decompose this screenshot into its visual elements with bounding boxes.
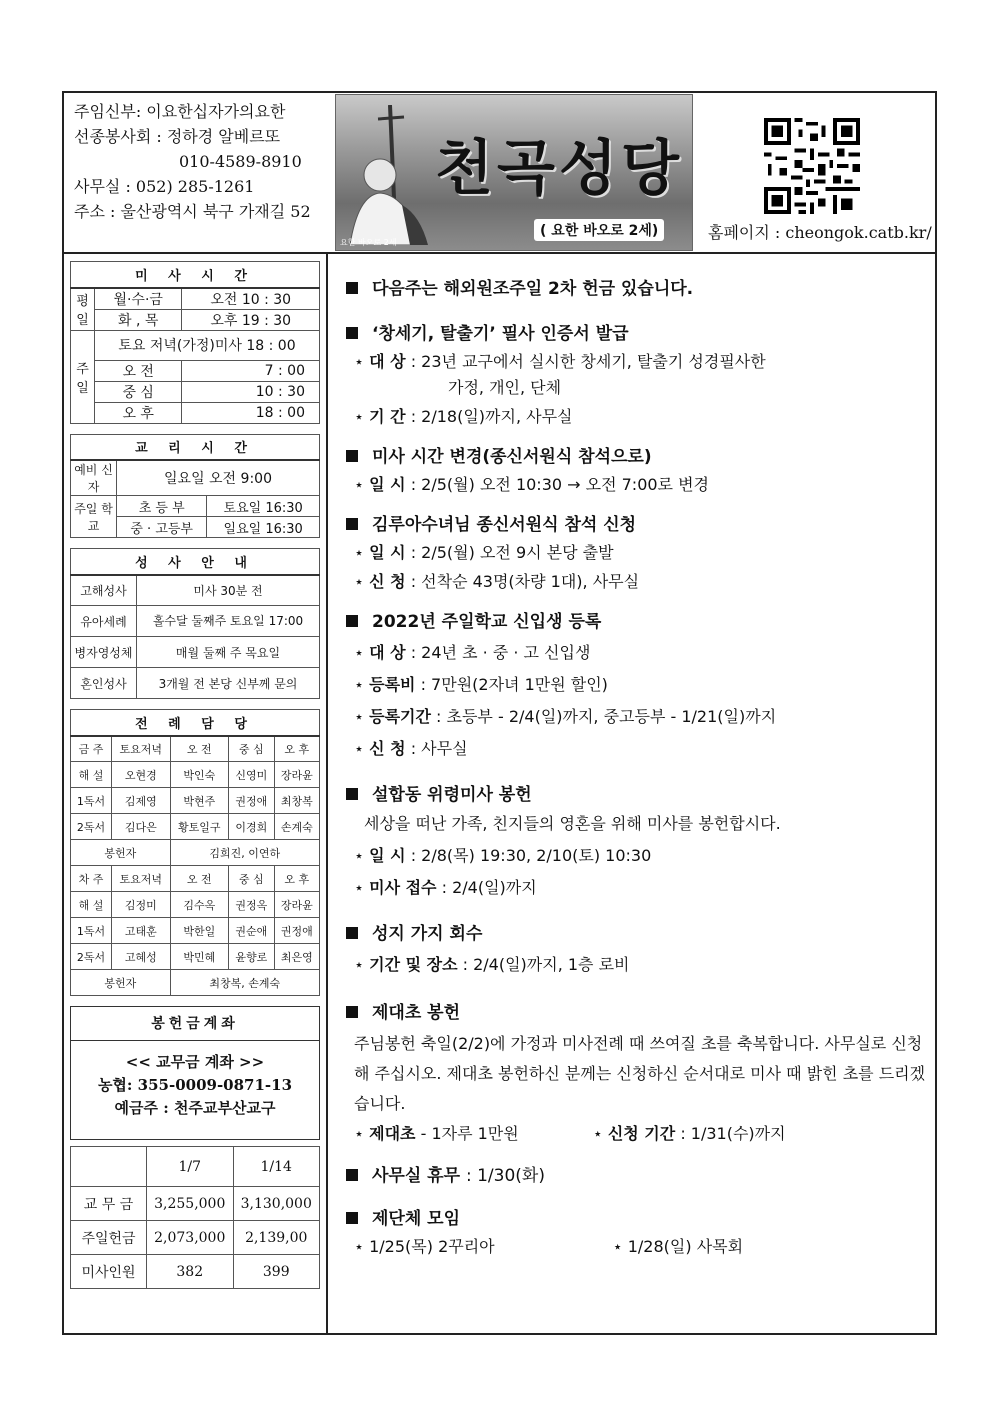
notice-title: 제단체 모임 — [346, 1204, 936, 1229]
liturgy-cell: 김제영 — [111, 788, 170, 814]
notice-line: ⋆ 1/25(목) 2꾸리아 ⋆ 1/28(일) 사목회 — [354, 1237, 744, 1256]
header — [64, 93, 935, 254]
square-bullet-icon — [346, 1212, 358, 1224]
liturgy-cell: 박인숙 — [170, 762, 229, 788]
header-info — [74, 99, 311, 224]
liturgy-cell: 권순애 — [229, 918, 274, 944]
liturgy-header-cell: 토요저녁 — [111, 736, 170, 762]
pope-figure-image — [344, 105, 436, 245]
notice-line: ⋆ 등록비 : 7만원(2자녀 1만원 할인) — [354, 675, 608, 694]
liturgy-cell: 최은영 — [274, 944, 319, 970]
notice-line: ⋆ 대 상 : 23년 교구에서 실시한 창세기, 탈출기 성경필사한 — [354, 352, 766, 371]
finance-value: 2,139,00 — [233, 1221, 320, 1255]
square-bullet-icon — [346, 927, 358, 939]
liturgy-cell: 권정애 — [274, 918, 319, 944]
liturgy-header-cell: 중 심 — [229, 866, 274, 892]
church-name: 천곡성당 — [435, 134, 683, 204]
sacrament-info: 매월 둘째 주 목요일 — [137, 637, 320, 668]
homepage-link[interactable]: 홈페이지 : cheongok.catb.kr/ — [708, 223, 932, 242]
offering-label: 봉헌자 — [71, 840, 171, 866]
liturgy-header-cell: 금 주 — [71, 736, 112, 762]
saturday-mass: 토요 저녁(가정)미사 18 : 00 — [95, 330, 320, 360]
catechumen-label: 예비 신자 — [71, 460, 117, 496]
weekday-days: 화 , 목 — [95, 309, 182, 330]
offering-names: 김희진, 이연하 — [170, 840, 319, 866]
sacraments-title: 성 사 안 내 — [71, 549, 320, 575]
notice-line: ⋆ 대 상 : 24년 초 · 중 · 고 신입생 — [354, 643, 591, 662]
school-time: 토요일 16:30 — [207, 496, 320, 517]
square-bullet-icon — [346, 282, 358, 294]
council: 선종봉사회 : 정하경 알베르또 — [74, 127, 281, 146]
finance-label: 주일헌금 — [71, 1221, 147, 1255]
weekday-days: 월·수·금 — [95, 288, 182, 310]
catechumen-time: 일요일 오전 9:00 — [117, 460, 320, 496]
priest: 주임신부: 이요한십자가의요한 — [74, 102, 286, 121]
school-dept: 초 등 부 — [117, 496, 207, 517]
notice-title: 다음주는 해외원조주일 2차 헌금 있습니다. — [346, 274, 936, 299]
finance-table — [70, 1146, 320, 1289]
notice-line: ⋆ 일 시 : 2/5(월) 오전 10:30 → 오전 7:00로 변경 — [354, 475, 710, 494]
sunday-time: 18 : 00 — [182, 402, 320, 423]
finance-value: 382 — [147, 1255, 234, 1289]
liturgy-cell: 김수옥 — [170, 892, 229, 918]
liturgy-header-cell: 중 심 — [229, 736, 274, 762]
liturgy-cell: 박한일 — [170, 918, 229, 944]
liturgy-cell: 권정옥 — [229, 892, 274, 918]
liturgy-header-cell: 오 후 — [274, 736, 319, 762]
liturgy-cell: 장라윤 — [274, 762, 319, 788]
notice-line: 가정, 개인, 단체 — [448, 378, 562, 397]
notice-line: ⋆ 제대초 - 1자루 1만원 ⋆ 신청 기간 : 1/31(수)까지 — [354, 1124, 786, 1143]
notice-line: ⋆ 신 청 : 사무실 — [354, 739, 468, 758]
liturgy-header-cell: 차 주 — [71, 866, 112, 892]
notice-title: 김루아수녀님 종신서원식 참석 신청 — [346, 510, 936, 535]
sacrament-name: 혼인성사 — [71, 668, 137, 699]
square-bullet-icon — [346, 327, 358, 339]
notice-line: ⋆ 등록기간 : 초등부 - 2/4(일)까지, 중고등부 - 1/21(일)까지 — [354, 707, 777, 726]
liturgy-table — [70, 709, 320, 996]
address: 주소 : 울산광역시 북구 가재길 52 — [74, 202, 311, 221]
liturgy-cell: 1독서 — [71, 788, 112, 814]
notice-title: ‘창세기, 탈출기’ 필사 인증서 발급 — [346, 319, 936, 344]
liturgy-header-cell: 오 후 — [274, 866, 319, 892]
mass-times-title: 미 사 시 간 — [71, 262, 320, 288]
finance-value: 3,130,000 — [233, 1187, 320, 1221]
liturgy-cell: 신영미 — [229, 762, 274, 788]
notice-title: 사무실 휴무 : 1/30(화) — [346, 1161, 936, 1186]
notice-line: ⋆ 신 청 : 선착순 43명(차량 1대), 사무실 — [354, 572, 640, 591]
liturgy-cell: 윤향로 — [229, 944, 274, 970]
left-column — [70, 261, 320, 1299]
liturgy-title: 전 례 담 당 — [71, 710, 320, 736]
church-banner — [335, 94, 693, 251]
notice-title: 미사 시간 변경(종신서원식 참석으로) — [346, 442, 936, 467]
notice-line: ⋆ 기간 및 장소 : 2/4(일)까지, 1층 로비 — [354, 955, 630, 974]
liturgy-cell: 이경희 — [229, 814, 274, 840]
sacrament-name: 고해성사 — [71, 575, 137, 606]
finance-date: 1/14 — [233, 1147, 320, 1187]
finance-date: 1/7 — [147, 1147, 234, 1187]
liturgy-cell: 권정애 — [229, 788, 274, 814]
office-phone: 사무실 : 052) 285-1261 — [74, 177, 255, 196]
liturgy-header-cell: 오 전 — [170, 866, 229, 892]
account-title: 봉헌금계좌 — [71, 1007, 319, 1041]
liturgy-cell: 오현경 — [111, 762, 170, 788]
sacrament-info: 홀수달 둘째주 토요일 17:00 — [137, 606, 320, 637]
sunday-time: 7 : 00 — [182, 360, 320, 381]
catechism-table — [70, 434, 320, 539]
liturgy-cell: 고혜성 — [111, 944, 170, 970]
notice-line: 세상을 떠난 가족, 친지들의 영혼을 위해 미사를 봉헌합시다. — [364, 814, 781, 833]
sacrament-name: 병자영성체 — [71, 637, 137, 668]
liturgy-cell: 장라윤 — [274, 892, 319, 918]
sunday-slot: 중 심 — [95, 381, 182, 402]
weekday-time: 오후 19 : 30 — [182, 309, 320, 330]
finance-corner — [71, 1147, 147, 1187]
liturgy-cell: 해 설 — [71, 892, 112, 918]
weekday-time: 오전 10 : 30 — [182, 288, 320, 310]
photo-caption: 요한 바오로 2세 — [340, 238, 397, 247]
sacraments-table — [70, 548, 320, 699]
offering-names: 최창복, 손계숙 — [170, 970, 319, 996]
notice-title: 2022년 주일학교 신입생 등록 — [346, 607, 936, 632]
liturgy-header-cell: 토요저녁 — [111, 866, 170, 892]
liturgy-header-cell: 오 전 — [170, 736, 229, 762]
finance-label: 미사인원 — [71, 1255, 147, 1289]
liturgy-cell: 1독서 — [71, 918, 112, 944]
square-bullet-icon — [346, 788, 358, 800]
finance-value: 3,255,000 — [147, 1187, 234, 1221]
mass-times-table — [70, 261, 320, 424]
liturgy-cell: 손계숙 — [274, 814, 319, 840]
square-bullet-icon — [346, 518, 358, 530]
square-bullet-icon — [346, 615, 358, 627]
liturgy-cell: 박현주 — [170, 788, 229, 814]
square-bullet-icon — [346, 1169, 358, 1181]
notice-title: 설합동 위령미사 봉헌 — [346, 780, 936, 805]
liturgy-cell: 고태훈 — [111, 918, 170, 944]
offering-label: 봉헌자 — [71, 970, 171, 996]
sunday-slot: 오 후 — [95, 402, 182, 423]
column-divider — [326, 254, 328, 1335]
notice-title: 제대초 봉헌 — [346, 998, 936, 1023]
notice-title: 성지 가지 회수 — [346, 919, 936, 944]
liturgy-cell: 김정미 — [111, 892, 170, 918]
sunday-label: 주일 — [71, 330, 95, 423]
notice-paragraph: 주님봉헌 축일(2/2)에 가정과 미사전례 때 쓰여질 초를 축복합니다. 사무실로 신청해 주십시오. 제대초 봉헌하신 분께는 신청하신 순서대로 미사 때 밝힌 초를 드리겠습니다. — [354, 1034, 926, 1113]
catechism-title: 교 리 시 간 — [71, 434, 320, 460]
school-dept: 중 · 고등부 — [117, 517, 207, 538]
liturgy-cell: 김다은 — [111, 814, 170, 840]
bulletin-frame — [62, 91, 937, 1335]
notice-line: ⋆ 미사 접수 : 2/4(일)까지 — [354, 878, 537, 897]
liturgy-cell: 박민혜 — [170, 944, 229, 970]
qr-code-icon[interactable] — [764, 118, 860, 214]
sunday-time: 10 : 30 — [182, 381, 320, 402]
liturgy-cell: 2독서 — [71, 944, 112, 970]
notice-line: ⋆ 일 시 : 2/5(월) 오전 9시 본당 출발 — [354, 543, 614, 562]
church-patron: ( 요한 바오로 2세) — [534, 219, 664, 241]
liturgy-cell: 황토일구 — [170, 814, 229, 840]
liturgy-cell: 해 설 — [71, 762, 112, 788]
council-phone: 010-4589-8910 — [179, 152, 302, 171]
sunday-slot: 오 전 — [95, 360, 182, 381]
sacrament-info: 미사 30분 전 — [137, 575, 320, 606]
liturgy-cell: 2독서 — [71, 814, 112, 840]
square-bullet-icon — [346, 450, 358, 462]
sacrament-name: 유아세례 — [71, 606, 137, 637]
finance-value: 2,073,000 — [147, 1221, 234, 1255]
offering-account-box — [70, 1006, 320, 1140]
notice-line: ⋆ 기 간 : 2/18(일)까지, 사무실 — [354, 407, 573, 426]
finance-value: 399 — [233, 1255, 320, 1289]
account-type: << 교무금 계좌 >> — [125, 1053, 265, 1071]
square-bullet-icon — [346, 1006, 358, 1018]
account-holder: 예금주 : 천주교부산교구 — [114, 1099, 276, 1117]
sunday-school-label: 주일 학교 — [71, 496, 117, 538]
notice-line: ⋆ 일 시 : 2/8(목) 19:30, 2/10(토) 10:30 — [354, 846, 652, 865]
weekday-label: 평일 — [71, 288, 95, 331]
notices-column — [346, 274, 936, 1258]
finance-label: 교 무 금 — [71, 1187, 147, 1221]
school-time: 일요일 16:30 — [207, 517, 320, 538]
liturgy-cell: 최창복 — [274, 788, 319, 814]
account-number: 농협: 355-0009-0871-13 — [97, 1076, 293, 1094]
sacrament-info: 3개월 전 본당 신부께 문의 — [137, 668, 320, 699]
